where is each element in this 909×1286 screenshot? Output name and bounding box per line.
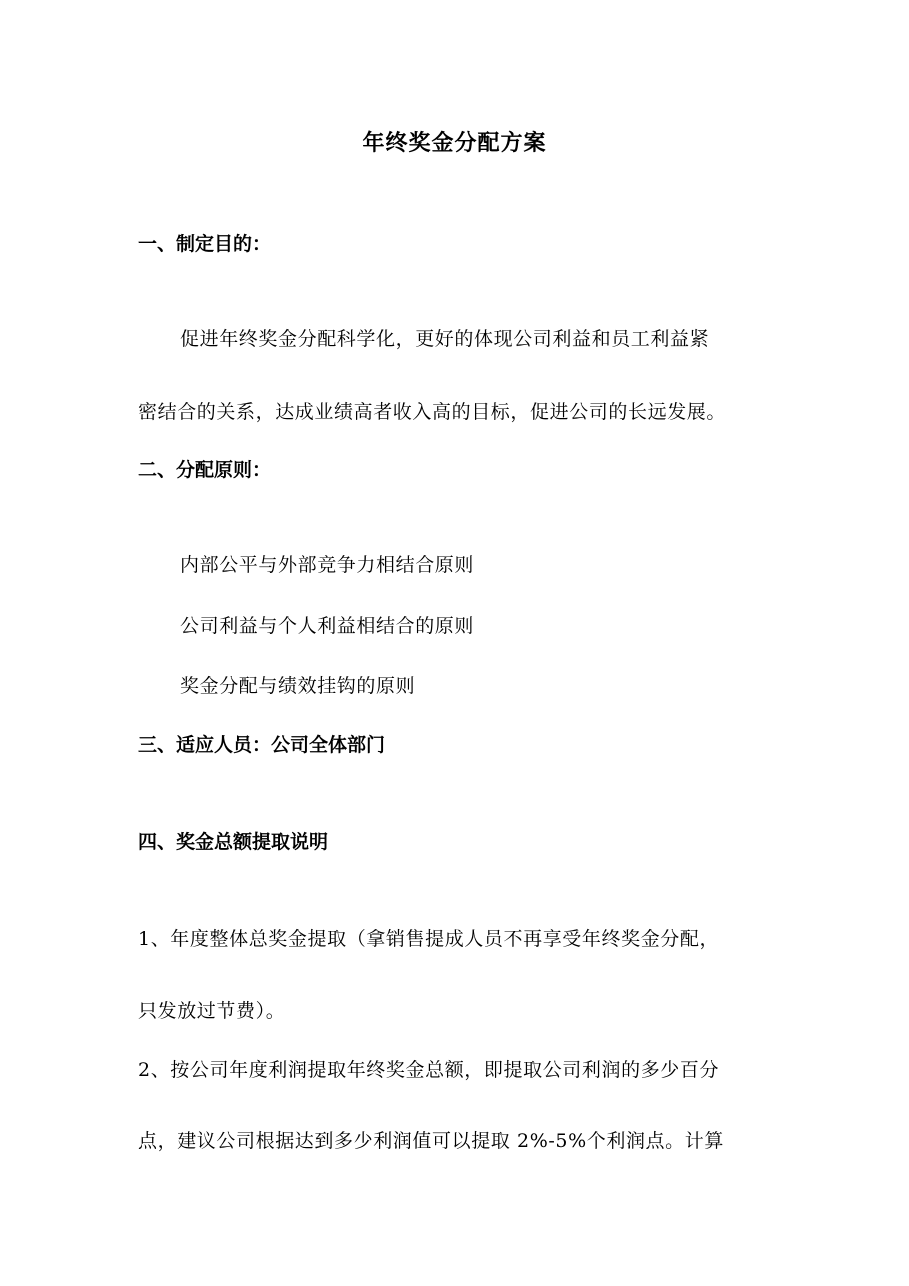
section-heading-principles: 二、分配原则： xyxy=(138,459,272,481)
document-title: 年终奖金分配方案 xyxy=(362,131,547,156)
section-heading-purpose: 一、制定目的： xyxy=(138,233,272,255)
paragraph-line: 促进年终奖金分配科学化，更好的体现公司利益和员工利益紧 xyxy=(180,328,710,350)
principle-item: 奖金分配与绩效挂钩的原则 xyxy=(180,675,416,697)
principle-item: 公司利益与个人利益相结合的原则 xyxy=(180,615,475,637)
paragraph-line: 2、按公司年度利润提取年终奖金总额，即提取公司利润的多少百分 xyxy=(138,1059,720,1081)
paragraph-line: 只发放过节费）。 xyxy=(138,1000,286,1022)
paragraph-line: 密结合的关系，达成业绩高者收入高的目标，促进公司的长远发展。 xyxy=(138,401,727,423)
principle-item: 内部公平与外部竞争力相结合原则 xyxy=(180,554,475,576)
paragraph-line: 1、年度整体总奖金提取（拿销售提成人员不再享受年终奖金分配， xyxy=(138,928,720,950)
section-heading-scope: 三、适应人员：公司全体部门 xyxy=(138,734,386,756)
section-heading-bonus-total: 四、奖金总额提取说明 xyxy=(138,831,329,853)
paragraph-line: 点，建议公司根据达到多少利润值可以提取 2%-5%个利润点。计算 xyxy=(138,1130,724,1152)
